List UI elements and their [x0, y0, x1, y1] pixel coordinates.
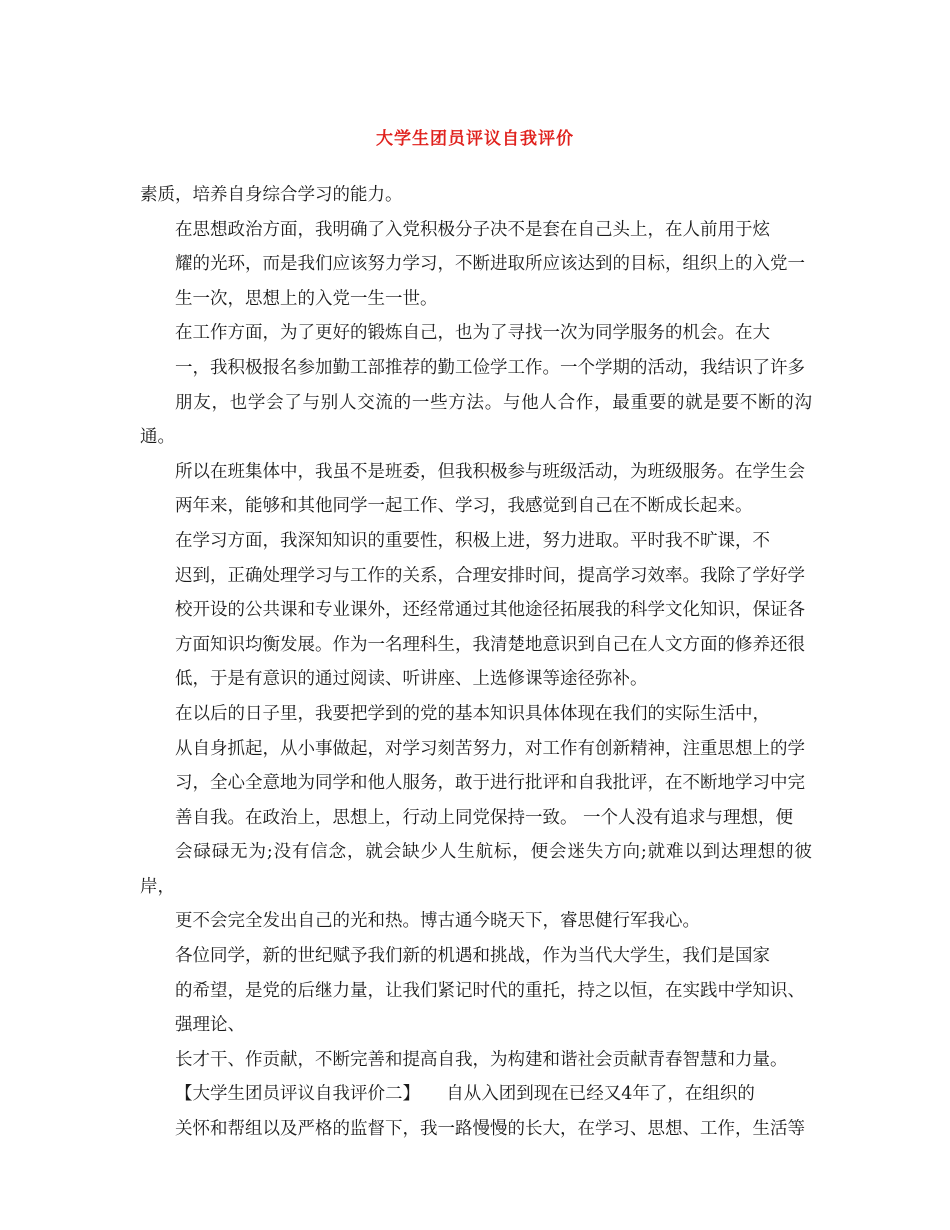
text-line: 一，我积极报名参加勤工部推荐的勤工俭学工作。一个学期的活动，我结识了许多	[175, 357, 805, 378]
text-line: 习，全心全意地为同学和他人服务，敢于进行批评和自我批评，在不断地学习中完	[175, 773, 805, 794]
text-line: 校开设的公共课和专业课外，还经常通过其他途径拓展我的科学文化知识，保证各	[175, 600, 805, 621]
paragraph-8	[140, 1077, 812, 1146]
text-line: 迟到，正确处理学习与工作的关系，合理安排时间，提高学习效率。我除了学好学	[175, 565, 805, 586]
text-line: 会碌碌无为;没有信念，就会缺少人生航标，便会迷失方向;就难以到达理想的彼岸，	[140, 842, 812, 897]
text-line: 各位同学，新的世纪赋予我们新的机遇和挑战，作为当代大学生，我们是国家	[175, 946, 770, 967]
text-line: 低，于是有意识的通过阅读、听讲座、上选修课等途径弥补。	[175, 669, 648, 690]
text-line: 【大学生团员评议自我评价二】 自从入团到现在已经又4年了，在组织的	[175, 1084, 755, 1105]
text-line: 素质，培养自身综合学习的能力。	[140, 185, 403, 205]
text-line: 方面知识均衡发展。作为一名理科生，我清楚地意识到自己在人文方面的修养还很	[175, 634, 805, 655]
paragraph-3	[140, 316, 812, 524]
text-line: 在以后的日子里，我要把学到的党的基本知识具体体现在我们的实际生活中，	[175, 703, 770, 724]
text-line: 耀的光环，而是我们应该努力学习，不断进取所应该达到的目标，组织上的入党一	[175, 254, 805, 275]
paragraph-2	[140, 213, 812, 317]
text-line: 所以在班集体中，我虽不是班委，但我积极参与班级活动，为班级服务。在学生会	[175, 461, 805, 482]
text-line: 强理论、	[175, 1015, 245, 1036]
text-line: 关怀和帮组以及严格的监督下，我一路慢慢的长大，在学习、思想、工作，生活等	[175, 1119, 805, 1140]
text-line: 在思想政治方面，我明确了入党积极分子决不是套在自己头上，在人前用于炫	[175, 219, 770, 240]
document-title: 大学生团员评议自我评价	[376, 129, 574, 149]
text-line: 在学习方面，我深知知识的重要性，积极上进，努力进取。平时我不旷课，不	[175, 530, 770, 551]
text-line: 生一次，思想上的入党一生一世。	[175, 288, 438, 309]
paragraph-5	[140, 697, 812, 939]
text-line: 朋友，也学会了与别人交流的一些方法。与他人合作，最重要的就是要不断的沟通。	[140, 392, 812, 448]
paragraph-7	[140, 1043, 812, 1078]
text-line: 善自我。在政治上，思想上，行动上同党保持一致。 一个人没有追求与理想，便	[175, 807, 794, 828]
text-line: 长才干、作贡献，不断完善和提高自我，为构建和谐社会贡献青春智慧和力量。	[175, 1049, 788, 1070]
text-line: 两年来，能够和其他同学一起工作、学习，我感觉到自己在不断成长起来。	[175, 496, 753, 517]
text-line: 在工作方面，为了更好的锻炼自己，也为了寻找一次为同学服务的机会。在大	[175, 323, 770, 344]
paragraph-6	[140, 939, 812, 1043]
text-line: 从自身抓起，从小事做起，对学习刻苦努力，对工作有创新精神，注重思想上的学	[175, 738, 805, 759]
paragraph-4	[140, 524, 812, 697]
document-body	[140, 178, 812, 1147]
text-line: 更不会完全发出自己的光和热。博古通今晓天下，睿思健行军我心。	[175, 911, 700, 932]
text-line: 的希望，是党的后继力量，让我们紧记时代的重托，持之以恒，在实践中学知识、	[175, 980, 805, 1001]
paragraph-1	[140, 178, 812, 213]
